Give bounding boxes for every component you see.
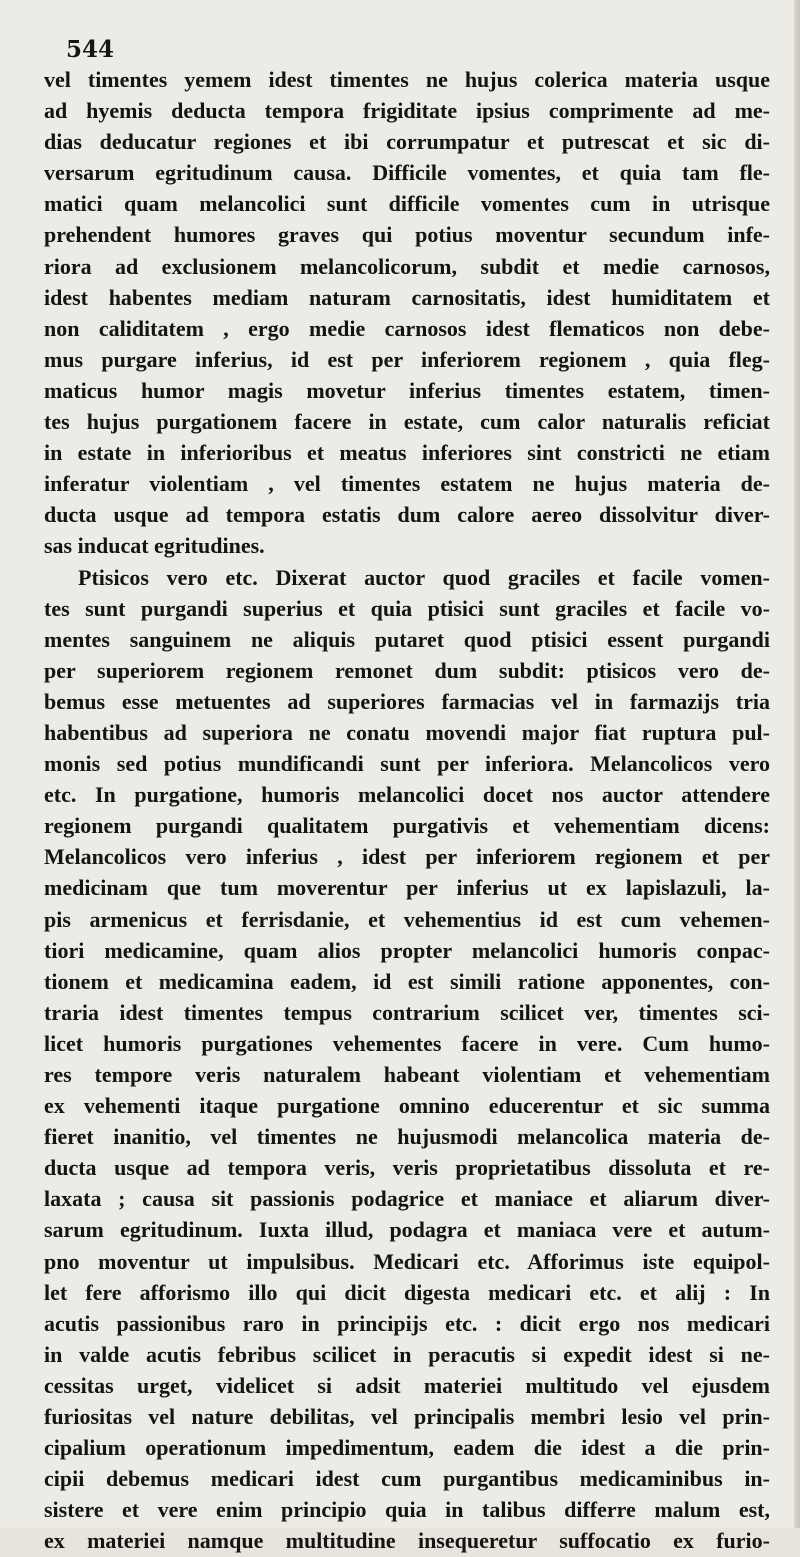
text-line: maticus humor magis movetur inferius timentes estatem, timen- <box>44 377 770 403</box>
text-line: sas inducat egritudines. <box>44 533 265 559</box>
text-line: riora ad exclusionem melancolicorum, subdit et medie carnosos, <box>44 253 770 279</box>
text-line: versarum egritudinum causa. Difficile vomentes, et quia tam fle- <box>44 160 770 186</box>
text-line: in estate in inferioribus et meatus inferiores sint constricti ne etiam <box>44 440 770 466</box>
text-line: matici quam melancolici sunt difficile vomentes cum in utrisque <box>44 191 770 217</box>
text-line: habentibus ad superiora ne conatu movendi major fiat ruptura pul- <box>44 719 770 745</box>
text-line: fieret inanitio, vel timentes ne hujusmodi melancolica materia de- <box>44 1124 770 1150</box>
text-line: tes sunt purgandi superius et quia ptisici sunt graciles et facile vo- <box>44 595 770 621</box>
text-line: in valde acutis febribus scilicet in peracutis si expedit idest si ne- <box>44 1341 770 1367</box>
text-line: let fere afforismo illo qui dicit digesta medicari etc. et alij : In <box>44 1279 770 1305</box>
text-line: per superiorem regionem remonet dum subdit: ptisicos vero de- <box>44 657 770 683</box>
text-line: ducta usque ad tempora estatis dum calore aereo dissolvitur diver- <box>44 502 770 528</box>
text-line: prehendent humores graves qui potius moventur secundum infe- <box>44 222 770 248</box>
text-line: mentes sanguinem ne aliquis putaret quod ptisici essent purgandi <box>44 626 770 652</box>
text-line: medicinam que tum moverentur per inferius ut ex lapislazuli, la- <box>44 875 770 901</box>
text-line: bemus esse metuentes ad superiores farmacias vel in farmazijs tria <box>44 688 770 714</box>
text-line: cessitas urget, videlicet si adsit materiei multitudo vel ejusdem <box>44 1372 770 1398</box>
text-line: ducta usque ad tempora veris, veris proprietatibus dissoluta et re- <box>44 1155 770 1181</box>
text-line: ex materiei namque multitudine insequeretur suffocatio ex furio- <box>44 1528 770 1554</box>
page-edge-shadow <box>794 0 800 1528</box>
text-line: regionem purgandi qualitatem purgativis et vehementiam dicens: <box>44 813 770 839</box>
text-line: vel timentes yemem idest timentes ne hujus colerica materia usque <box>44 67 770 92</box>
text-line: tionem et medicamina eadem, id est simili ratione apponentes, con- <box>44 968 770 994</box>
text-line: pno moventur ut impulsibus. Medicari etc. Afforimus iste equipol- <box>44 1248 770 1274</box>
text-line: res tempore veris naturalem habeant violentiam et vehementiam <box>44 1062 770 1087</box>
body-text <box>44 64 770 1557</box>
text-line: pis armenicus et ferrisdanie, et vehementius id est cum vehemen- <box>44 906 770 932</box>
text-line: Melancolicos vero inferius , idest per inferiorem regionem et per <box>44 844 770 870</box>
text-line: tes hujus purgationem facere in estate, cum calor naturalis reficiat <box>44 409 770 435</box>
text-line: cipii debemus medicari idest cum purgantibus medicaminibus in- <box>44 1466 770 1492</box>
text-line: dias deducatur regiones et ibi corrumpatur et putrescat et sic di- <box>44 129 770 155</box>
text-line: laxata ; causa sit passionis podagrice et maniace et aliarum diver- <box>44 1186 770 1212</box>
text-line: monis sed potius mundificandi sunt per inferiora. Melancolicos vero <box>44 751 770 777</box>
text-line: traria idest timentes tempus contrarium scilicet ver, timentes sci- <box>44 999 770 1025</box>
text-line: sarum egritudinum. Iuxta illud, podagra et maniaca vere et autum- <box>44 1217 770 1243</box>
text-line: etc. In purgatione, humoris melancolici docet nos auctor attendere <box>44 782 770 808</box>
text-line: non caliditatem , ergo medie carnosos idest flematicos non debe- <box>44 315 770 341</box>
text-line: tiori medicamine, quam alios propter melancolici humoris conpac- <box>44 937 770 963</box>
text-line: mus purgare inferius, id est per inferiorem regionem , quia fleg- <box>44 346 770 372</box>
text-line: inferatur violentiam , vel timentes estatem ne hujus materia de- <box>44 471 770 497</box>
text-line: cipalium operationum impedimentum, eadem die idest a die prin- <box>44 1435 770 1461</box>
text-line: ex vehementi itaque purgatione omnino educerentur et sic summa <box>44 1093 770 1119</box>
text-line: ad hyemis deducta tempora frigiditate ipsius comprimente ad me- <box>44 98 770 124</box>
text-line: idest habentes mediam naturam carnositatis, idest humiditatem et <box>44 284 770 310</box>
text-line: acutis passionibus raro in principijs etc. : dicit ergo nos medicari <box>44 1310 770 1336</box>
text-line: licet humoris purgationes vehementes facere in vere. Cum humo- <box>44 1030 770 1056</box>
text-line: furiositas vel nature debilitas, vel principalis membri lesio vel prin- <box>44 1404 770 1430</box>
page-number: 544 <box>66 36 115 63</box>
text-line: Ptisicos vero etc. Dixerat auctor quod graciles et facile vomen- <box>78 564 770 590</box>
text-line: sistere et vere enim principio quia in talibus differre malum est, <box>44 1497 770 1523</box>
